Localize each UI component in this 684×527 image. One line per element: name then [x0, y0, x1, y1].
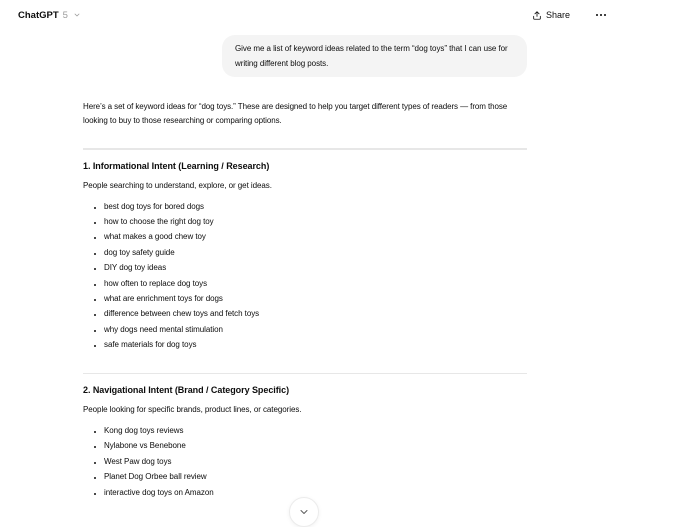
- keyword-item: • Kong dog toys reviews: [104, 423, 527, 438]
- keyword-item: • what makes a good chew toy: [104, 229, 527, 244]
- keyword-item: • how often to replace dog toys: [104, 276, 527, 291]
- section-divider: [83, 373, 527, 375]
- chevron-down-icon: [73, 11, 81, 19]
- keyword-item: • Nylabone vs Benebone: [104, 438, 527, 453]
- section-heading: 2. Navigational Intent (Brand / Category Specific): [83, 385, 290, 396]
- assistant-intro-paragraph: Here’s a set of keyword ideas for “dog toys.” These are designed to help you target different types of readers — from those looking to buy to those researching or comparing options.: [83, 102, 508, 125]
- section-description: People searching to understand, explore, or get ideas.: [83, 180, 272, 190]
- top-bar: [0, 0, 684, 30]
- keyword-item: • DIY dog toy ideas: [104, 260, 527, 275]
- keyword-section: [83, 148, 527, 353]
- assistant-sections: [83, 148, 527, 500]
- conversation-column: [83, 30, 527, 500]
- keyword-item: • safe materials for dog toys: [104, 337, 527, 352]
- keyword-section: [83, 373, 527, 501]
- user-message-row: [83, 35, 527, 77]
- section-heading: 1. Informational Intent (Learning / Research): [83, 160, 270, 171]
- keyword-item: • difference between chew toys and fetch toys: [104, 306, 527, 321]
- keyword-list: [83, 199, 527, 353]
- keyword-item: • West Paw dog toys: [104, 454, 527, 469]
- share-button-label: Share: [545, 10, 570, 20]
- keyword-item: • Planet Dog Orbee ball review: [104, 469, 527, 484]
- section-description: People looking for specific brands, product lines, or categories.: [83, 405, 302, 415]
- top-bar-actions: [526, 7, 610, 24]
- share-button[interactable]: [526, 7, 576, 24]
- scroll-to-bottom-button[interactable]: [289, 497, 319, 527]
- ellipsis-icon: [595, 13, 607, 17]
- keyword-item: • interactive dog toys on Amazon: [104, 485, 527, 500]
- chevron-down-icon: [298, 506, 310, 518]
- keyword-item: • how to choose the right dog toy: [104, 214, 527, 229]
- model-version-label: 5: [62, 9, 68, 21]
- keyword-item: • best dog toys for bored dogs: [104, 199, 527, 214]
- keyword-list: [83, 423, 527, 500]
- keyword-item: • why dogs need mental stimulation: [104, 322, 527, 337]
- model-switcher-button[interactable]: [14, 7, 85, 24]
- user-message-bubble: Give me a list of keyword ideas related to the term “dog toys” that I can use for writing different blog posts.: [222, 35, 527, 77]
- more-options-button[interactable]: [592, 10, 610, 20]
- keyword-item: • dog toy safety guide: [104, 245, 527, 260]
- app-name: ChatGPT: [18, 9, 59, 21]
- share-icon: [532, 10, 542, 21]
- section-divider: [83, 148, 527, 150]
- keyword-item: • what are enrichment toys for dogs: [104, 291, 527, 306]
